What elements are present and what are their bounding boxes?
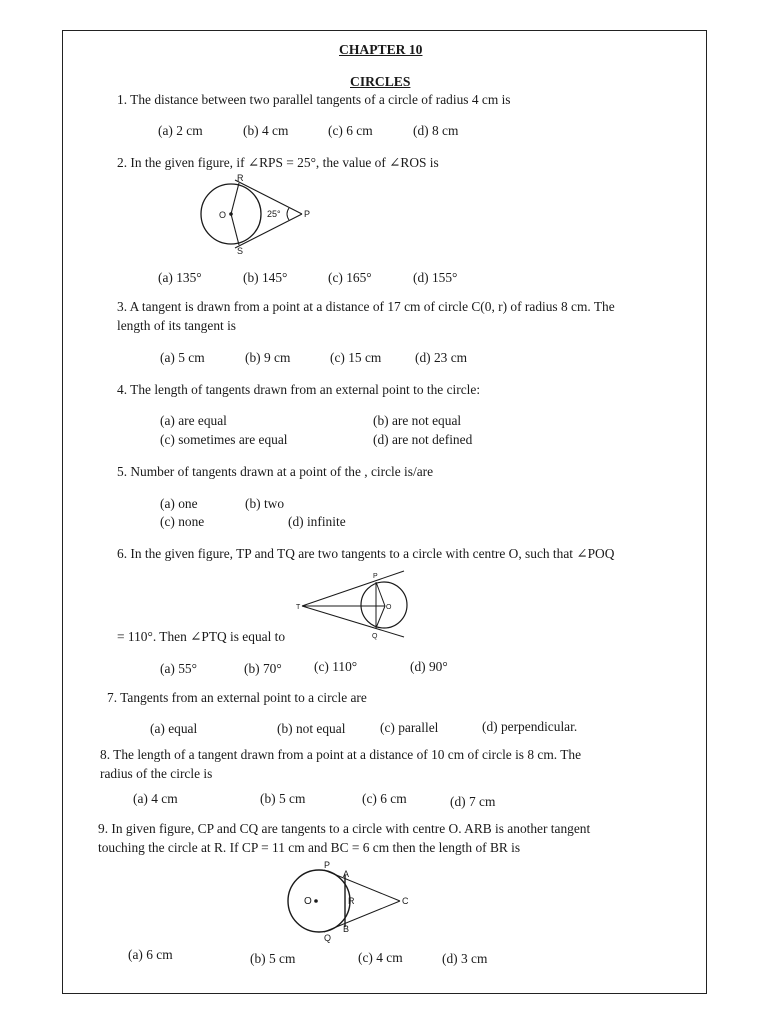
q6-label-p: P <box>373 573 378 580</box>
q4-option-d: (d) are not defined <box>373 432 473 447</box>
q9-option-d: (d) 3 cm <box>442 951 488 966</box>
question-3-line-1: 3. A tangent is drawn from a point at a distance of 17 cm of circle C(0, r) of radius 8 cm. The <box>117 299 615 314</box>
q2-tangent-ps <box>235 214 302 248</box>
q3-option-c: (c) 15 cm <box>330 350 382 365</box>
q6-label-q: Q <box>372 633 378 640</box>
q9-option-a: (a) 6 cm <box>128 947 173 962</box>
q6-option-a: (a) 55° <box>160 661 197 676</box>
q9-label-b: B <box>343 924 350 934</box>
q7-option-b: (b) not equal <box>277 721 346 736</box>
q5-option-d: (d) infinite <box>288 514 346 529</box>
question-8-line-2: radius of the circle is <box>100 766 213 781</box>
q4-option-c: (c) sometimes are equal <box>160 432 288 447</box>
q6-label-o: O <box>386 604 392 611</box>
question-6-line-2: = 110°. Then ∠PTQ is equal to <box>117 629 286 644</box>
q9-label-p: P <box>324 860 331 870</box>
q6-option-b: (b) 70° <box>244 661 282 676</box>
q9-option-c: (c) 4 cm <box>358 950 403 965</box>
chapter-heading: CHAPTER 10 <box>339 42 423 57</box>
q4-option-a: (a) are equal <box>160 413 227 428</box>
q6-option-c: (c) 110° <box>314 659 358 674</box>
q1-option-a: (a) 2 cm <box>158 123 203 138</box>
question-9-line-2: touching the circle at R. If CP = 11 cm and BC = 6 cm then the length of BR is <box>98 840 521 855</box>
q9-label-r: R <box>348 896 355 906</box>
q2-option-b: (b) 145° <box>243 270 288 285</box>
q2-label-p: P <box>304 209 311 219</box>
q6-radius-op <box>376 582 385 606</box>
q6-tangent-tp <box>302 571 404 606</box>
q2-label-o: O <box>219 210 227 220</box>
q2-angle-arc <box>287 208 289 220</box>
q6-figure <box>292 565 412 643</box>
q9-label-q: Q <box>324 933 332 943</box>
q9-tangent-cq <box>324 901 400 932</box>
question-3-line-2: length of its tangent is <box>117 318 237 333</box>
question-2: 2. In the given figure, if ∠RPS = 25°, the value of ∠ROS is <box>117 155 439 170</box>
q8-option-a: (a) 4 cm <box>133 791 178 806</box>
q3-option-d: (d) 23 cm <box>415 350 468 365</box>
q2-label-s: S <box>237 246 244 256</box>
q1-option-b: (b) 4 cm <box>243 123 289 138</box>
question-7: 7. Tangents from an external point to a circle are <box>107 690 367 705</box>
q6-label-t: T <box>296 604 301 611</box>
q7-option-d: (d) perpendicular. <box>482 719 578 734</box>
chapter-title: CIRCLES <box>350 74 411 89</box>
q2-radius-os <box>231 214 239 245</box>
q1-option-d: (d) 8 cm <box>413 123 459 138</box>
q3-option-b: (b) 9 cm <box>245 350 291 365</box>
q5-option-c: (c) none <box>160 514 205 529</box>
q2-radius-or <box>231 183 239 214</box>
q6-circle <box>361 582 407 628</box>
q9-label-c: C <box>402 896 409 906</box>
q5-option-a: (a) one <box>160 496 198 511</box>
q8-option-c: (c) 6 cm <box>362 791 407 806</box>
q2-option-a: (a) 135° <box>158 270 202 285</box>
question-6-line-1: 6. In the given figure, TP and TQ are two tangents to a circle with centre O, such that ∠POQ <box>117 546 615 561</box>
q7-option-a: (a) equal <box>150 721 198 736</box>
q7-option-c: (c) parallel <box>380 720 439 735</box>
q2-label-angle: 25° <box>267 209 281 219</box>
question-9-line-1: 9. In given figure, CP and CQ are tangents to a circle with centre O. ARB is another tangent <box>98 821 591 836</box>
q8-option-b: (b) 5 cm <box>260 791 306 806</box>
q8-option-d: (d) 7 cm <box>450 794 496 809</box>
q2-option-c: (c) 165° <box>328 270 372 285</box>
q9-label-o: O <box>304 896 312 907</box>
q9-figure <box>282 858 414 944</box>
q4-option-b: (b) are not equal <box>373 413 462 428</box>
q2-figure <box>195 170 325 260</box>
question-5: 5. Number of tangents drawn at a point of the , circle is/are <box>117 464 434 479</box>
question-8-line-1: 8. The length of a tangent drawn from a point at a distance of 10 cm of circle is 8 cm. The <box>100 747 582 762</box>
q3-option-a: (a) 5 cm <box>160 350 205 365</box>
q5-option-b: (b) two <box>245 496 285 511</box>
q6-option-d: (d) 90° <box>410 659 448 674</box>
q2-option-d: (d) 155° <box>413 270 458 285</box>
q2-centre-dot <box>229 212 233 216</box>
question-4: 4. The length of tangents drawn from an external point to the circle: <box>117 382 481 397</box>
q9-option-b: (b) 5 cm <box>250 951 296 966</box>
q9-tangent-cp <box>324 870 400 901</box>
q9-centre-dot <box>314 899 318 903</box>
question-1: 1. The distance between two parallel tangents of a circle of radius 4 cm is <box>117 92 511 107</box>
q6-radius-oq <box>376 606 385 628</box>
q9-label-a: A <box>343 869 350 879</box>
q1-option-c: (c) 6 cm <box>328 123 373 138</box>
q9-circle <box>288 870 350 932</box>
q2-label-r: R <box>237 173 244 183</box>
